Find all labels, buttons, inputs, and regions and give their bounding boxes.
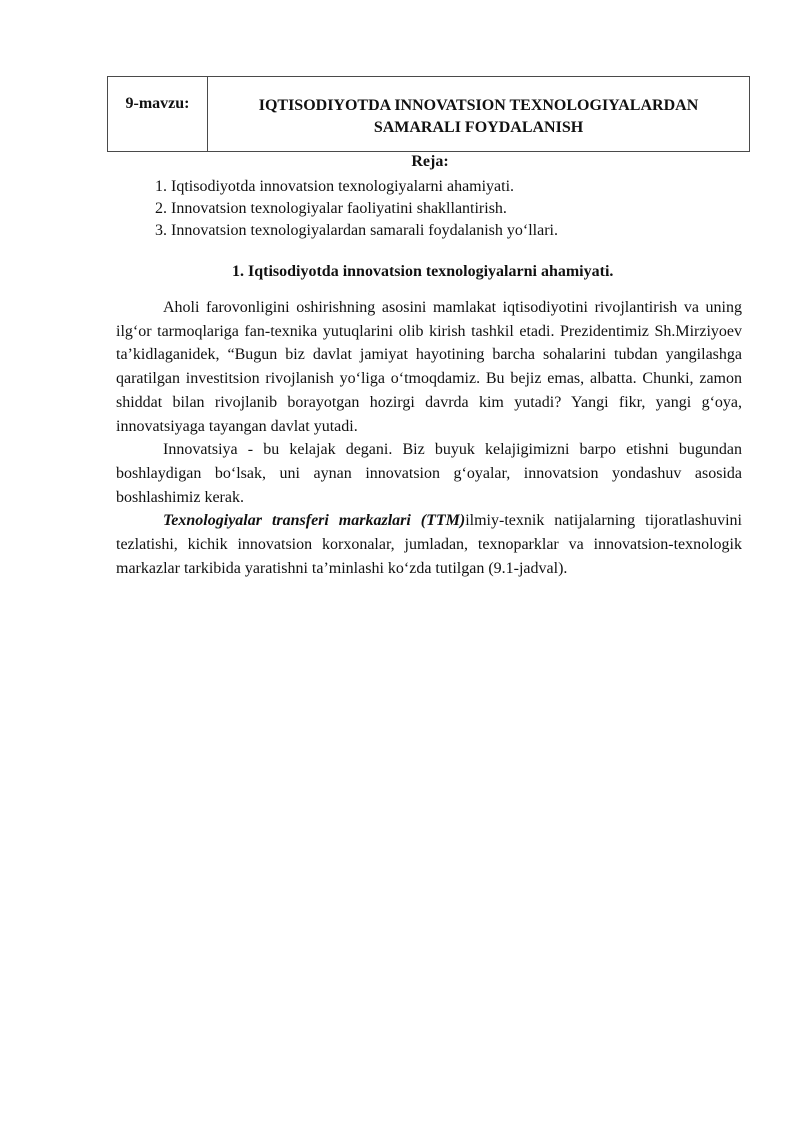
ttm-emphasis: Texnologiyalar transferi markazlari (TTM) [163,512,466,530]
plan-item: 3. Innovatsion texnologiyalardan samarali foydalanish yo‘llari. [155,222,558,239]
plan-heading: Reja: [411,153,449,170]
topic-title-cell [208,77,749,151]
plan-list [155,176,558,242]
plan-item: 2. Innovatsion texnologiyalar faoliyatini shakllantirish. [155,200,507,217]
topic-label: 9-mavzu: [125,95,190,112]
plan-item: 1. Iqtisodiyotda innovatsion texnologiyalarni ahamiyati. [155,178,515,195]
body-paragraph: Aholi farovonligini oshirishning asosini mamlakat iqtisodiyotini rivojlantirish va uning ilg‘or tarmoqlariga fan-texnika yutuqlarini olib kirish tashkil etadi. Prezidentimiz Sh.Mirziyoev ta’kidlaganidek, “Bugun biz davlat jamiyat hayotining barcha sohalarini tubdan yangilashga qaratilgan investitsion rivojlanish yo‘liga o‘tmoqdamiz. Bu bejiz emas, albatta. Chunki, zamon shiddat bilan rivojlanib borayotgan hozirgi davrda kim yutadi? Yangi fikr, yangi g‘oya, innovatsiyaga tayangan davlat yutadi. [116,299,742,435]
topic-title: IQTISODIYOTDA INNOVATSION TEXNOLOGIYALARDAN SAMARALI FOYDALANISH [258,97,699,136]
ttm-text: ilmiy-texnik natijalarning tijoratlashuvini tezlatishi, kichik innovatsion korxonalar, jumladan, texnoparklar va innovatsion-texnologik markazlar tarkibida yaratishni ta’minlashi ko‘zda tutilgan (9.1-jadval). [116,512,742,577]
topic-header-table [107,76,750,152]
body-paragraph: Innovatsiya - bu kelajak degani. Biz buyuk kelajigimizni barpo etishni bugundan boshlaydigan bo‘lsak, uni aynan innovatsion g‘oyalar, innovatsion yondashuv asosida boshlashimiz kerak. [116,441,742,506]
topic-label-cell [108,77,208,151]
ttm-paragraph [116,509,742,580]
section-heading: 1. Iqtisodiyotda innovatsion texnologiyalarni ahamiyati. [232,263,614,280]
section-body [116,296,742,580]
